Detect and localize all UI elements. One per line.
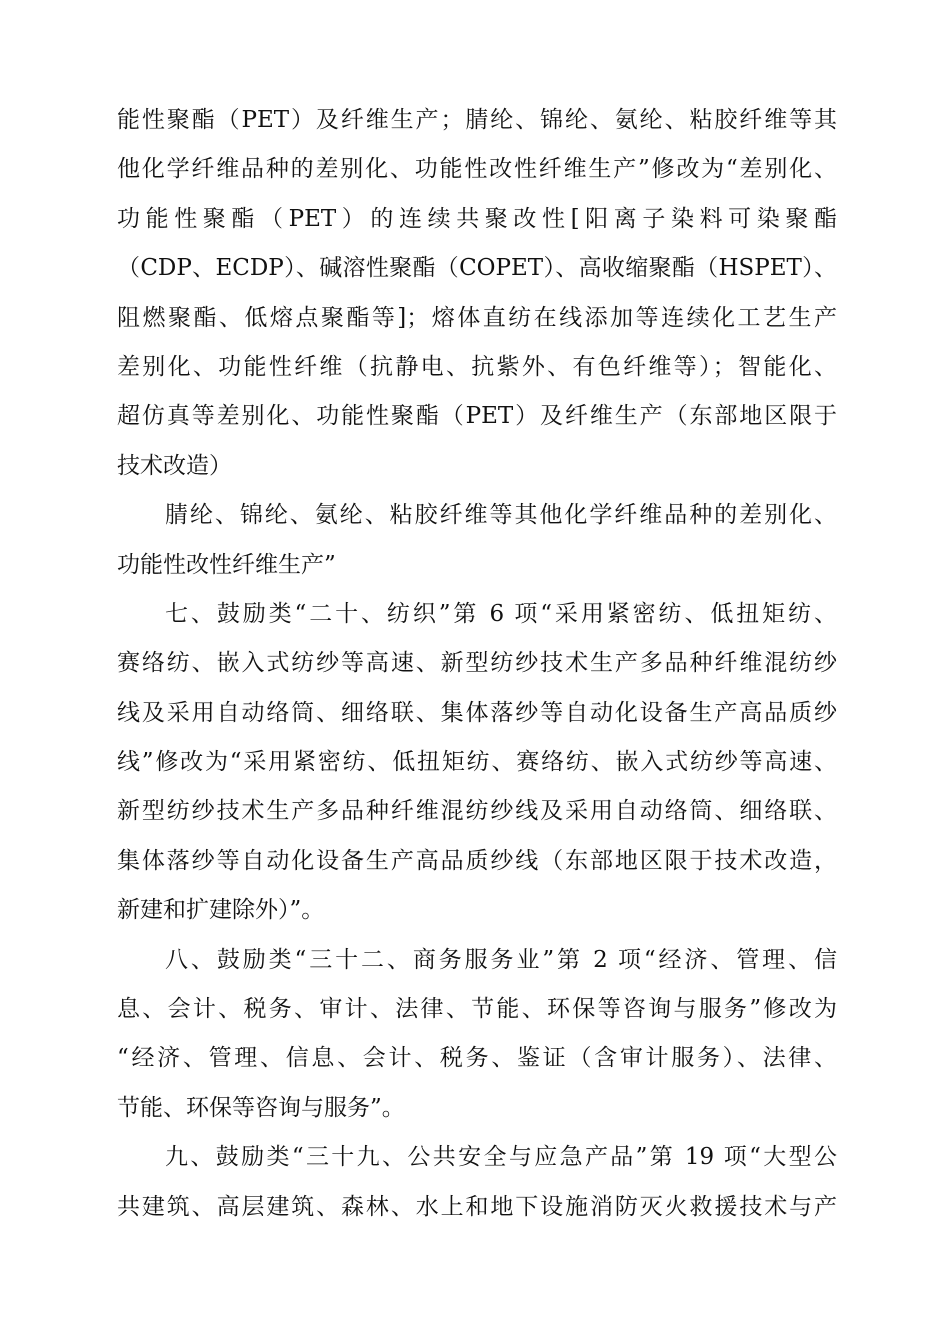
text-line: 功能性改性纤维生产”	[117, 551, 336, 578]
text-line: 超仿真等差别化、功能性聚酯（PET）及纤维生产（东部地区限于	[117, 403, 837, 430]
text-line: “经济、管理、信息、会计、税务、鉴证（含审计服务）、法律、	[117, 1045, 837, 1072]
text-line: 集体落纱等自动化设备生产高品质纱线（东部地区限于技术改造，	[117, 847, 837, 874]
text-line: 阻燃聚酯、低熔点聚酯等]；熔体直纺在线添加等连续化工艺生产	[117, 304, 837, 331]
paragraph-first-line: 七、鼓励类“二十、纺织”第 6 项“采用紧密纺、低扭矩纺、	[165, 600, 837, 627]
text-line: 线及采用自动络筒、细络联、集体落纱等自动化设备生产高品质纱	[117, 699, 837, 726]
text-line: 新型纺纱技术生产多品种纤维混纺纱线及采用自动络筒、细络联、	[117, 798, 837, 825]
text-line: 差别化、功能性纤维（抗静电、抗紫外、有色纤维等）；智能化、	[117, 353, 837, 380]
text-line: 节能、环保等咨询与服务”。	[117, 1094, 405, 1121]
text-line: 技术改造）	[117, 452, 232, 479]
text-line: 息、会计、税务、审计、法律、节能、环保等咨询与服务”修改为	[117, 996, 837, 1023]
text-line: 共建筑、高层建筑、森林、水上和地下设施消防灭火救援技术与产	[117, 1193, 837, 1220]
text-line: 他化学纤维品种的差别化、功能性改性纤维生产”修改为“差别化、	[117, 156, 837, 183]
text-line: 功能性聚酯（PET）的连续共聚改性[阳离子染料可染聚酯	[117, 205, 837, 232]
text-line: 线”修改为“采用紧密纺、低扭矩纺、赛络纺、嵌入式纺纱等高速、	[117, 749, 837, 776]
text-line: （CDP、ECDP）、碱溶性聚酯（COPET）、高收缩聚酯（HSPET）、	[117, 255, 837, 282]
text-line: 赛络纺、嵌入式纺纱等高速、新型纺纱技术生产多品种纤维混纺纱	[117, 650, 837, 677]
text-line: 能性聚酯（PET）及纤维生产；腈纶、锦纶、氨纶、粘胶纤维等其	[117, 107, 837, 133]
document-body	[117, 96, 837, 1232]
paragraph-first-line: 八、鼓励类“三十二、商务服务业”第 2 项“经济、管理、信	[165, 946, 837, 973]
paragraph-first-line: 腈纶、锦纶、氨纶、粘胶纤维等其他化学纤维品种的差别化、	[165, 502, 837, 529]
text-line: 新建和扩建除外）”。	[117, 897, 325, 924]
paragraph-first-line: 九、鼓励类“三十九、公共安全与应急产品”第 19 项“大型公	[165, 1144, 837, 1171]
